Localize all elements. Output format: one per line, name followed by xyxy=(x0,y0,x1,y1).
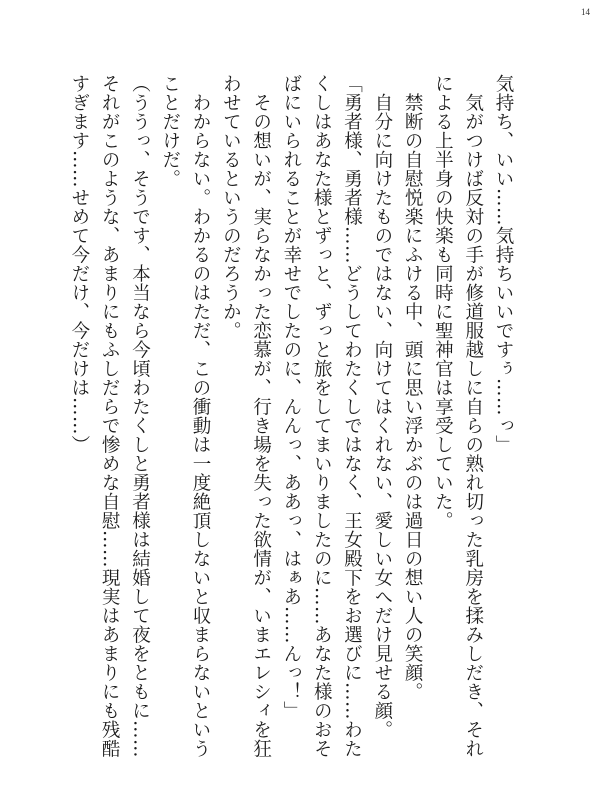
text-line: （ううっ、そうです、本当なら今頃わたくしと勇者様は結婚して夜をともに…… xyxy=(129,74,151,758)
text-line: ことだけだ。 xyxy=(159,74,181,188)
text-line: その想いが、実らなかった恋慕が、行き場を失った欲情が、いまエレシィを狂 xyxy=(250,74,272,758)
text-line: くしはあなた様とずっと、ずっと旅をしてまいりましたのに……あなた様のおそ xyxy=(311,74,333,758)
text-line: それがこのような、あまりにもふしだらで惨めな自慰……現実はあまりにも残酷 xyxy=(99,74,121,758)
text-line: 気持ち、いい……気持ちいいですぅ……っ」 xyxy=(493,74,514,454)
body-text xyxy=(64,74,518,758)
text-line: ばにいられることが幸せでしたのに、んんっ、ああっ、はぁあ……んっ！」 xyxy=(280,74,302,720)
text-line: 禁断の自慰悦楽にふける中、頭に思い浮かぶのは過日の想い人の笑顔。 xyxy=(402,74,424,701)
page-number: 14 xyxy=(581,7,590,17)
text-line: すぎます……せめて今だけ、今だけは……） xyxy=(68,74,90,454)
text-line: わからない。わかるのはただ、この衝動は一度絶頂しないと収まらないという xyxy=(190,74,212,758)
text-line: 気がつけば反対の手が修道服越しに自らの熟れ切った乳房を揉みしだき、それ xyxy=(462,74,484,758)
text-line: 「勇者様、勇者様……どうしてわたくしではなく、王女殿下をお選びに……わた xyxy=(341,74,363,758)
text-line: による上半身の快楽も同時に聖神官は享受していた。 xyxy=(432,74,454,530)
text-line: わせているというのだろうか。 xyxy=(220,74,242,340)
text-line: 自分に向けたものではない、向けてはくれない、愛しい女へだけ見せる顔。 xyxy=(371,74,393,739)
